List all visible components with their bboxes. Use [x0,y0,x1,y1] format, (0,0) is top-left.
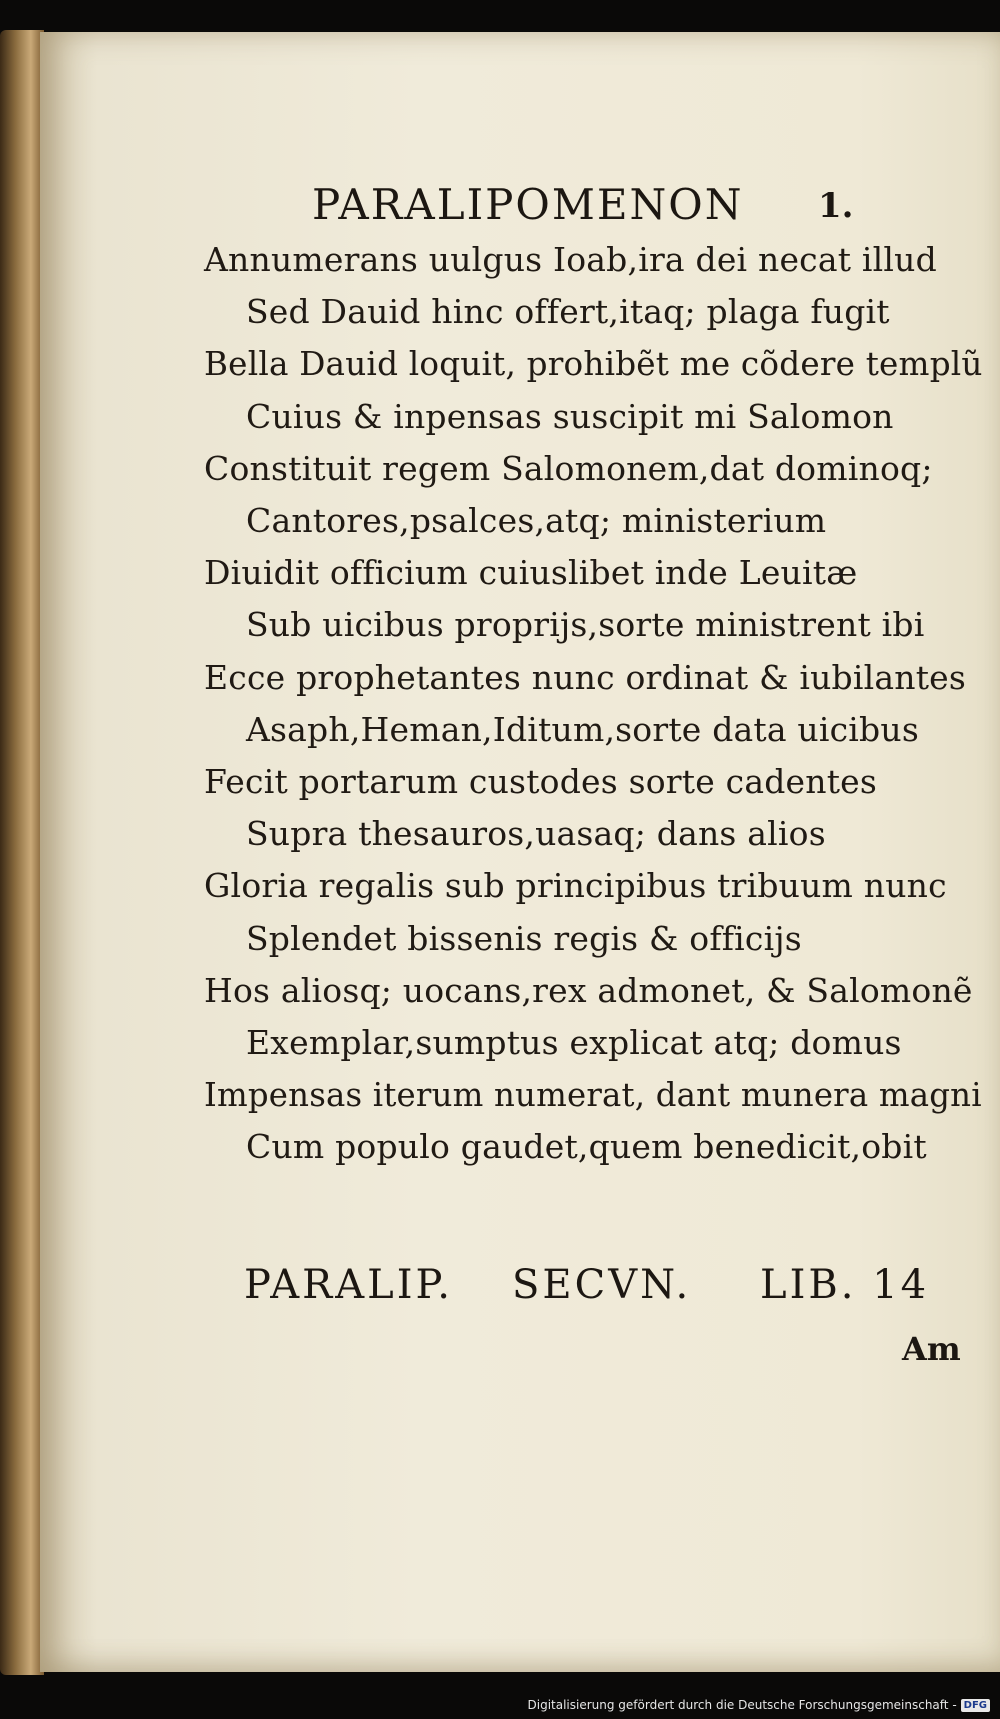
credit-text: Digitalisierung gefördert durch die Deutsche Forschungsgemeinschaft - [527,1698,957,1712]
verse-line: Sub uicibus proprijs,sorte ministrent ibi [246,605,925,645]
catchword: Am [902,1330,961,1368]
book-heading-part: SECVN. [512,1262,692,1308]
verse-line: Supra thesauros,uasaq; dans alios [246,814,826,854]
verse-line: Bella Dauid loquit, prohibẽt me cõdere templũ [204,344,983,384]
verse-line: Fecit portarum custodes sorte cadentes [204,762,878,801]
verse-line: Gloria regalis sub principibus tribuum nunc [204,866,947,906]
book-heading-part: PARALIP. [244,1262,454,1308]
dfg-logo: DFG [961,1699,990,1712]
verse-line: Asaph,Heman,Iditum,sorte data uicibus [246,709,919,749]
verse-line: Cum populo gaudet,quem benedicit,obit [246,1127,927,1167]
digitization-credit [528,1695,991,1715]
verse-line: Diuidit officium cuiuslibet inde Leuitæ [204,553,858,593]
verse-line: Annumerans uulgus Ioab,ira dei necat illud [204,240,937,279]
verse-line: Cuius & inpensas suscipit mi Salomon [246,396,894,436]
verse-line: Impensas iterum numerat, dant munera magni [204,1075,982,1115]
verse-line: Cantores,psalces,atq; ministerium [246,501,827,540]
running-head [0,180,1000,240]
verse-line: Exemplar,sumptus explicat atq; domus [246,1023,902,1062]
verse-line: Sed Dauid hinc offert,itaq; plaga fugit [246,292,890,332]
verse-line: Constituit regem Salomonem,dat dominoq; [204,448,933,488]
book-spine-edge [0,30,44,1675]
verse-line: Hos aliosq; uocans,rex admonet, & Salomonẽ [204,970,973,1010]
book-heading-part: LIB. 14 [760,1262,930,1308]
book-heading [244,1262,964,1322]
verse-line: Ecce prophetantes nunc ordinat & iubilantes [204,657,967,697]
verse-line: Splendet bissenis regis & officijs [246,918,802,958]
running-folio: 1. [818,186,854,226]
running-title: PARALIPOMENON [312,180,744,229]
